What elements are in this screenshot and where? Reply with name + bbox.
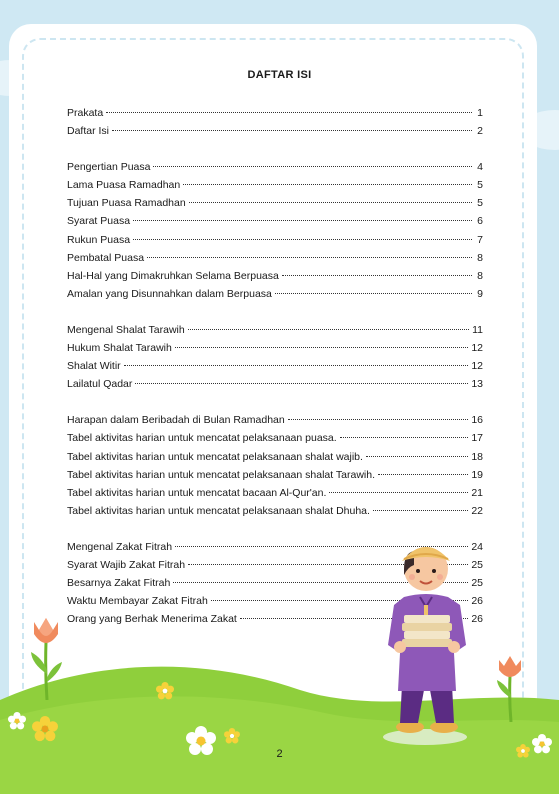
- toc-group: [67, 158, 483, 303]
- toc-entry[interactable]: [67, 429, 483, 447]
- toc-entry-title: Prakata: [67, 107, 104, 119]
- toc-leader-dots: [275, 293, 472, 294]
- toc-entry-title: Tabel aktivitas harian untuk mencatat pelaksanaan shalat wajib.: [67, 450, 363, 463]
- toc-entry-title: Pembatal Puasa: [67, 251, 145, 264]
- tulip-flower-icon-right: [494, 652, 526, 722]
- toc-entry-page: 16: [471, 414, 483, 427]
- toc-leader-dots: [188, 329, 469, 330]
- toc-leader-dots: [147, 257, 472, 258]
- toc-entry-page: 13: [471, 378, 483, 391]
- toc-entry-page: 12: [471, 360, 483, 373]
- toc-entry-title: Lama Puasa Ramadhan: [67, 179, 181, 192]
- toc-entry-page: 6: [477, 215, 483, 228]
- toc-entry-page: 24: [471, 540, 483, 553]
- toc-entry[interactable]: [67, 231, 483, 249]
- toc-entry-page: 4: [477, 161, 483, 174]
- toc-group: [67, 411, 483, 520]
- toc-entry-title: Harapan dalam Beribadah di Bulan Ramadhan: [67, 414, 285, 427]
- daisy-flower-icon-mid: [156, 682, 174, 700]
- toc-entry[interactable]: [67, 484, 483, 502]
- toc-entry-page: 2: [477, 125, 483, 138]
- toc-entry-title: Hal-Hal yang Dimakruhkan Selama Berpuasa: [67, 269, 279, 282]
- toc-entry-page: 18: [471, 450, 483, 463]
- toc-entry[interactable]: [67, 285, 483, 303]
- toc-entry-page: 19: [471, 468, 483, 481]
- toc-leader-dots: [124, 365, 469, 366]
- toc-leader-dots: [106, 112, 472, 113]
- toc-entry-title: Besarnya Zakat Fitrah: [67, 577, 171, 590]
- toc-leader-dots: [366, 456, 468, 457]
- toc-leader-dots: [288, 419, 469, 420]
- toc-leader-dots: [183, 184, 472, 185]
- toc-entry-page: 26: [471, 613, 483, 626]
- toc-entry-page: 17: [471, 432, 483, 445]
- toc-entry-page: 25: [471, 577, 483, 590]
- toc-entry-title: Tabel aktivitas harian untuk mencatat bacaan Al-Qur'an.: [67, 486, 327, 499]
- daisy-flower-icon-tiny: [224, 728, 240, 744]
- toc-leader-dots: [133, 239, 472, 240]
- daisy-flower-icon-right: [532, 734, 552, 754]
- toc-entry-page: 1: [477, 107, 483, 119]
- toc-entry[interactable]: [67, 104, 483, 122]
- toc-entry[interactable]: [67, 375, 483, 393]
- toc-leader-dots: [378, 474, 468, 475]
- daisy-flower-icon: [186, 726, 216, 756]
- toc-entry-title: Syarat Wajib Zakat Fitrah: [67, 558, 186, 571]
- toc-entry[interactable]: [67, 502, 483, 520]
- toc-entry-title: Waktu Membayar Zakat Fitrah: [67, 595, 208, 608]
- toc-group: [67, 104, 483, 140]
- toc-entry[interactable]: [67, 466, 483, 484]
- toc-entry-page: 9: [477, 287, 483, 300]
- page-number: 2: [276, 748, 283, 760]
- toc-leader-dots: [133, 220, 472, 221]
- toc-entry-title: Daftar Isi: [67, 125, 110, 138]
- toc-entry-page: 26: [471, 595, 483, 608]
- daisy-flower-icon-small: [8, 712, 26, 730]
- toc-entry-title: Mengenal Zakat Fitrah: [67, 540, 173, 553]
- toc-entry[interactable]: [67, 267, 483, 285]
- toc-entry-page: 11: [472, 323, 483, 336]
- toc-entry[interactable]: [67, 122, 483, 140]
- toc-entry-title: Orang yang Berhak Menerima Zakat: [67, 613, 237, 626]
- toc-entry-title: Pengertian Puasa: [67, 161, 151, 174]
- tulip-flower-icon: [28, 612, 64, 700]
- toc-entry[interactable]: [67, 176, 483, 194]
- toc-entry-page: 5: [477, 179, 483, 192]
- toc-leader-dots: [153, 166, 472, 167]
- toc-entry-page: 25: [471, 558, 483, 571]
- toc-entry[interactable]: [67, 194, 483, 212]
- toc-entry-title: Tabel aktivitas harian untuk mencatat pelaksanaan shalat Tarawih.: [67, 468, 375, 481]
- toc-leader-dots: [282, 275, 472, 276]
- toc-entry[interactable]: [67, 339, 483, 357]
- toc-leader-dots: [340, 437, 469, 438]
- toc-leader-dots: [373, 510, 468, 511]
- toc-entry-title: Shalat Witir: [67, 360, 121, 373]
- toc-entry[interactable]: [67, 411, 483, 429]
- toc-entry-page: 12: [471, 342, 483, 355]
- toc-entry-title: Tujuan Puasa Ramadhan: [67, 197, 186, 210]
- toc-entry[interactable]: [67, 158, 483, 176]
- toc-entry[interactable]: [67, 448, 483, 466]
- toc-group: [67, 321, 483, 393]
- toc-leader-dots: [175, 347, 468, 348]
- toc-entry[interactable]: [67, 321, 483, 339]
- toc-entry-page: 7: [477, 233, 483, 246]
- toc-entry-title: Amalan yang Disunnahkan dalam Berpuasa: [67, 287, 272, 300]
- toc-leader-dots: [189, 202, 472, 203]
- toc-entry-title: Tabel aktivitas harian untuk mencatat pelaksanaan puasa.: [67, 432, 337, 445]
- toc-entry-title: Rukun Puasa: [67, 233, 131, 246]
- page-title: DAFTAR ISI: [247, 69, 312, 81]
- toc-entry-page: 5: [477, 197, 483, 210]
- toc-entry-page: 21: [471, 486, 483, 499]
- toc-entry-page: 8: [477, 251, 483, 264]
- toc-entry-title: Hukum Shalat Tarawih: [67, 342, 172, 355]
- daisy-flower-icon-right-small: [516, 744, 530, 758]
- toc-leader-dots: [112, 130, 472, 131]
- toc-entry[interactable]: [67, 212, 483, 230]
- toc-entry-title: Tabel aktivitas harian untuk mencatat pelaksanaan shalat Dhuha.: [67, 504, 370, 517]
- toc-entry-title: Syarat Puasa: [67, 215, 131, 228]
- toc-entry[interactable]: [67, 357, 483, 375]
- toc-entry-title: Lailatul Qadar: [67, 378, 133, 391]
- toc-entry-page: 8: [477, 269, 483, 282]
- toc-entry-page: 22: [471, 504, 483, 517]
- toc-entry-title: Mengenal Shalat Tarawih: [67, 323, 185, 336]
- daisy-flower-icon-yellow: [32, 716, 58, 742]
- toc-leader-dots: [329, 492, 468, 493]
- boy-with-books-illustration: [380, 535, 472, 741]
- toc-entry[interactable]: [67, 249, 483, 267]
- toc-leader-dots: [135, 383, 468, 384]
